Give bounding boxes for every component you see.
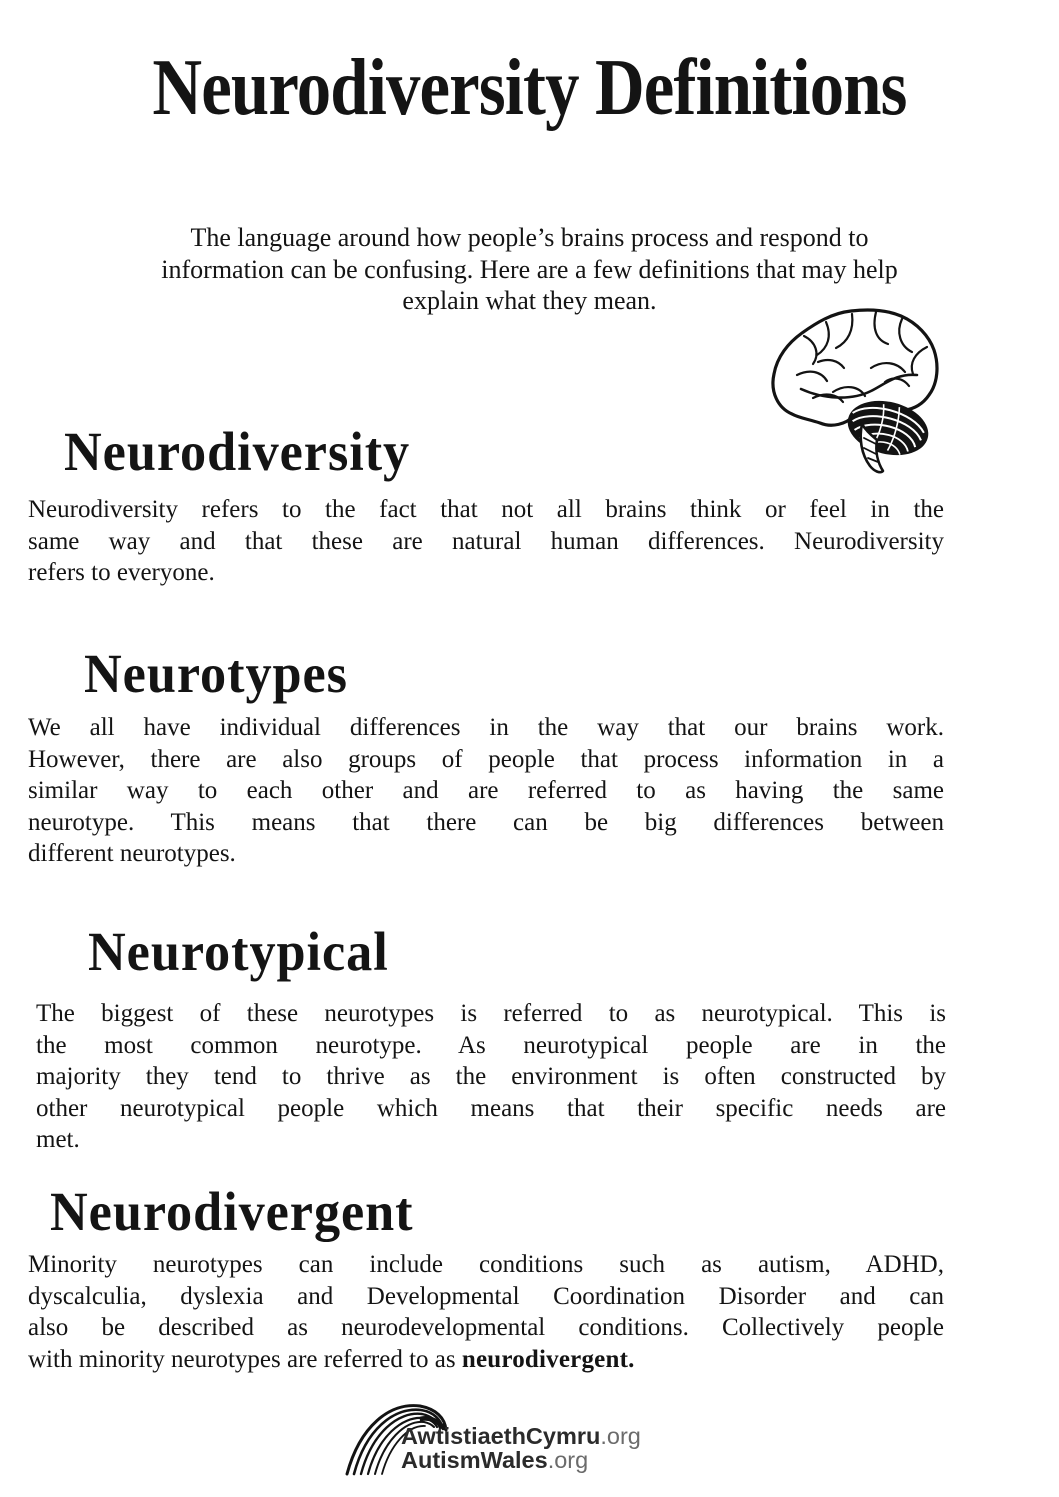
paragraph-line: dyscalculia, dyslexia and Developmental Coordination Disorder and can [28,1282,944,1310]
logo-line-english [401,1448,641,1472]
section-paragraph-neurodivergent [28,1249,944,1375]
paragraph-line: However, there are also groups of people that process information in a [28,745,944,773]
paragraph-line: Minority neurotypes can include conditions such as autism, ADHD, [28,1251,944,1278]
org-tld: .org [600,1423,641,1449]
section-paragraph-neurotypical [36,998,946,1156]
paragraph-line: neurotype. This means that there can be big differences between [28,808,944,836]
paragraph-line: other neurotypical people which means that their specific needs are [36,1094,946,1122]
intro-line: The language around how people’s brains process and respond to [190,223,869,252]
intro-line: explain what they mean. [402,286,657,315]
section-paragraph-neurotypes [28,712,944,870]
org-tld: .org [547,1447,589,1473]
paragraph-line [28,1344,944,1376]
paragraph-line: similar way to each other and are referred to as having the same [28,777,944,804]
page-title: Neurodiversity Definitions [152,44,907,132]
highlighted-term: neurodivergent. [461,1345,635,1373]
org-name-welsh: AwtistiaethCymru [401,1423,601,1449]
section-heading-neurodivergent: Neurodivergent [50,1181,414,1242]
paragraph-line: also be described as neurodevelopmental conditions. Collectively people [28,1314,944,1341]
paragraph-line: refers to everyone. [28,559,215,586]
paragraph-line: met. [36,1126,80,1153]
paragraph-line: different neurotypes. [28,840,236,867]
paragraph-line: We all have individual differences in the way that our brains work. [28,714,944,741]
paragraph-line: majority they tend to thrive as the environment is often constructed by [36,1063,946,1090]
section-heading-neurotypical: Neurotypical [88,921,389,982]
section-heading-neurodiversity: Neurodiversity [64,421,411,482]
paragraph-line-text: with minority neurotypes are referred to as [28,1345,462,1373]
footer-logo [0,1390,1059,1490]
intro-line: information can be confusing. Here are a few definitions that may help [161,254,898,284]
paragraph-line: Neurodiversity refers to the fact that not all brains think or feel in the [28,496,944,523]
logo-line-welsh [401,1424,641,1448]
paragraph-line: the most common neurotype. As neurotypical people are in the [36,1031,946,1059]
section-paragraph-neurodiversity [28,494,944,589]
org-name-english: AutismWales [401,1447,548,1473]
section-heading-neurotypes: Neurotypes [84,643,348,704]
paragraph-line: same way and that these are natural human differences. Neurodiversity [28,527,944,555]
paragraph-line: The biggest of these neurotypes is referred to as neurotypical. This is [36,1000,946,1027]
logo-text [401,1424,641,1472]
brain-illustration-icon [766,302,950,482]
